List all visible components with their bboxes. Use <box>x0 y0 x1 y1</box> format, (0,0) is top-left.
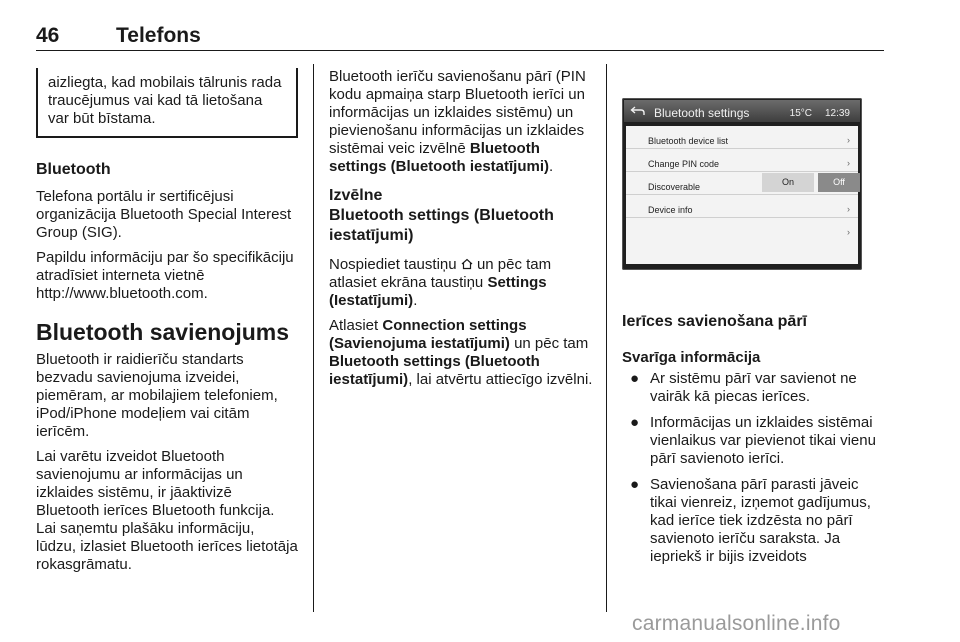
screen-title-bar <box>624 100 860 122</box>
heading-pairing: Ierīces savienošana pārī <box>622 313 807 330</box>
bullet-icon: ● <box>630 476 640 493</box>
settings-row-device-list: Bluetooth device list › <box>626 126 858 149</box>
paragraph: Atlasiet Connection settings (Savienojuma iestatījumi) un pēc tam Bluetooth settings (Bluetooth iestatījumi), lai atvērtu attiecīgo izvēlni. <box>329 317 593 388</box>
settings-row-change-pin: Change PIN code › <box>626 149 858 172</box>
list-item: ● Informācijas un izklaides sistēmai vienlaikus var pievienot tikai vienu pārī savienoto ierīci. <box>630 414 876 467</box>
back-icon <box>630 105 646 117</box>
heading-bluetooth: Bluetooth <box>36 161 111 178</box>
column-divider <box>606 64 607 612</box>
settings-row-discoverable: Discoverable On Off <box>626 172 858 195</box>
bullet-icon: ● <box>630 414 640 431</box>
settings-list <box>626 126 858 264</box>
paragraph: Telefona portālu ir sertificējusi organizācija Bluetooth Special Interest Group (SIG). <box>36 188 292 241</box>
warning-text: aizliegta, kad mobilais tālrunis rada traucējumus vai kad tā lietošana var būt bīstama. <box>48 74 282 127</box>
paragraph: Lai varētu izveidot Bluetooth savienojumu ar informācijas un izklaides sistēmu, ir jāaktivizē Bluetooth ierīces Bluetooth funkcija. Lai saņemtu plašāku informāciju, lūdzu, izlasiet Bluetooth ierīces lietotāja rokasgrāmatu. <box>36 448 298 573</box>
screen-clock: 12:39 <box>824 108 850 119</box>
paragraph: Bluetooth ir raidierīču standarts bezvadu savienojuma izveidei, piemēram, ar mobilajiem telefoniem, iPod/iPhone modeļiem vai citām ierīcēm. <box>36 351 278 440</box>
list-item: ● Savienošana pārī parasti jāveic tikai vienreiz, izņemot gadījumus, kad ierīce tiek izdzēsta no pārī savienoto ierīču saraksta. Ja iepriekš ir bijis izveidots <box>630 476 871 565</box>
column-divider <box>313 64 314 612</box>
home-icon <box>461 258 473 270</box>
column-1 <box>36 68 298 581</box>
chevron-right-icon: › <box>847 158 850 168</box>
column-3 <box>622 68 888 574</box>
paragraph: Nospiediet taustiņu un pēc tam atlasiet ekrāna taustiņu Settings (Iestatījumi). <box>329 256 552 309</box>
settings-row-empty <box>626 218 858 240</box>
column-2 <box>329 68 599 396</box>
heading-bluetooth-connection: Bluetooth savienojums <box>36 319 290 345</box>
paragraph: Papildu informāciju par šo specifikāciju atradīsiet interneta vietnē http://www.bluetooth.com. <box>36 249 294 302</box>
page-title: Telefons <box>116 24 201 47</box>
settings-row-device-info: Device info › <box>626 195 858 218</box>
bullet-icon: ● <box>630 370 640 387</box>
watermark: carmanualsonline.info <box>632 612 841 635</box>
chevron-right-icon: › <box>847 204 850 214</box>
list-item: ● Ar sistēmu pārī var savienot ne vairāk kā piecas ierīces. <box>630 370 857 405</box>
page-number: 46 <box>36 24 60 47</box>
heading-menu: Izvēlne Bluetooth settings (Bluetooth iestatījumi) <box>329 187 554 244</box>
bluetooth-settings-screenshot <box>622 98 862 270</box>
subheading-important: Svarīga informācija <box>622 349 761 366</box>
warning-box <box>36 68 298 138</box>
screen-title: Bluetooth settings <box>654 106 750 120</box>
screen-temperature: 15°C <box>789 108 812 119</box>
paragraph: Bluetooth ierīču savienošanu pārī (PIN kodu apmaiņa starp Bluetooth ierīci un informācijas un izklaides sistēmu) un pievienošanu informācijas un izklaides sistēmai veic izvēlnē Bluetooth settings (Bluetooth iestatījumi). <box>329 68 586 175</box>
discoverable-off-button: Off <box>818 173 860 192</box>
figure-wrapper <box>622 98 888 270</box>
chevron-right-icon: › <box>847 227 850 237</box>
chevron-right-icon: › <box>847 135 850 145</box>
page-header <box>36 24 884 51</box>
discoverable-on-button: On <box>762 173 814 192</box>
